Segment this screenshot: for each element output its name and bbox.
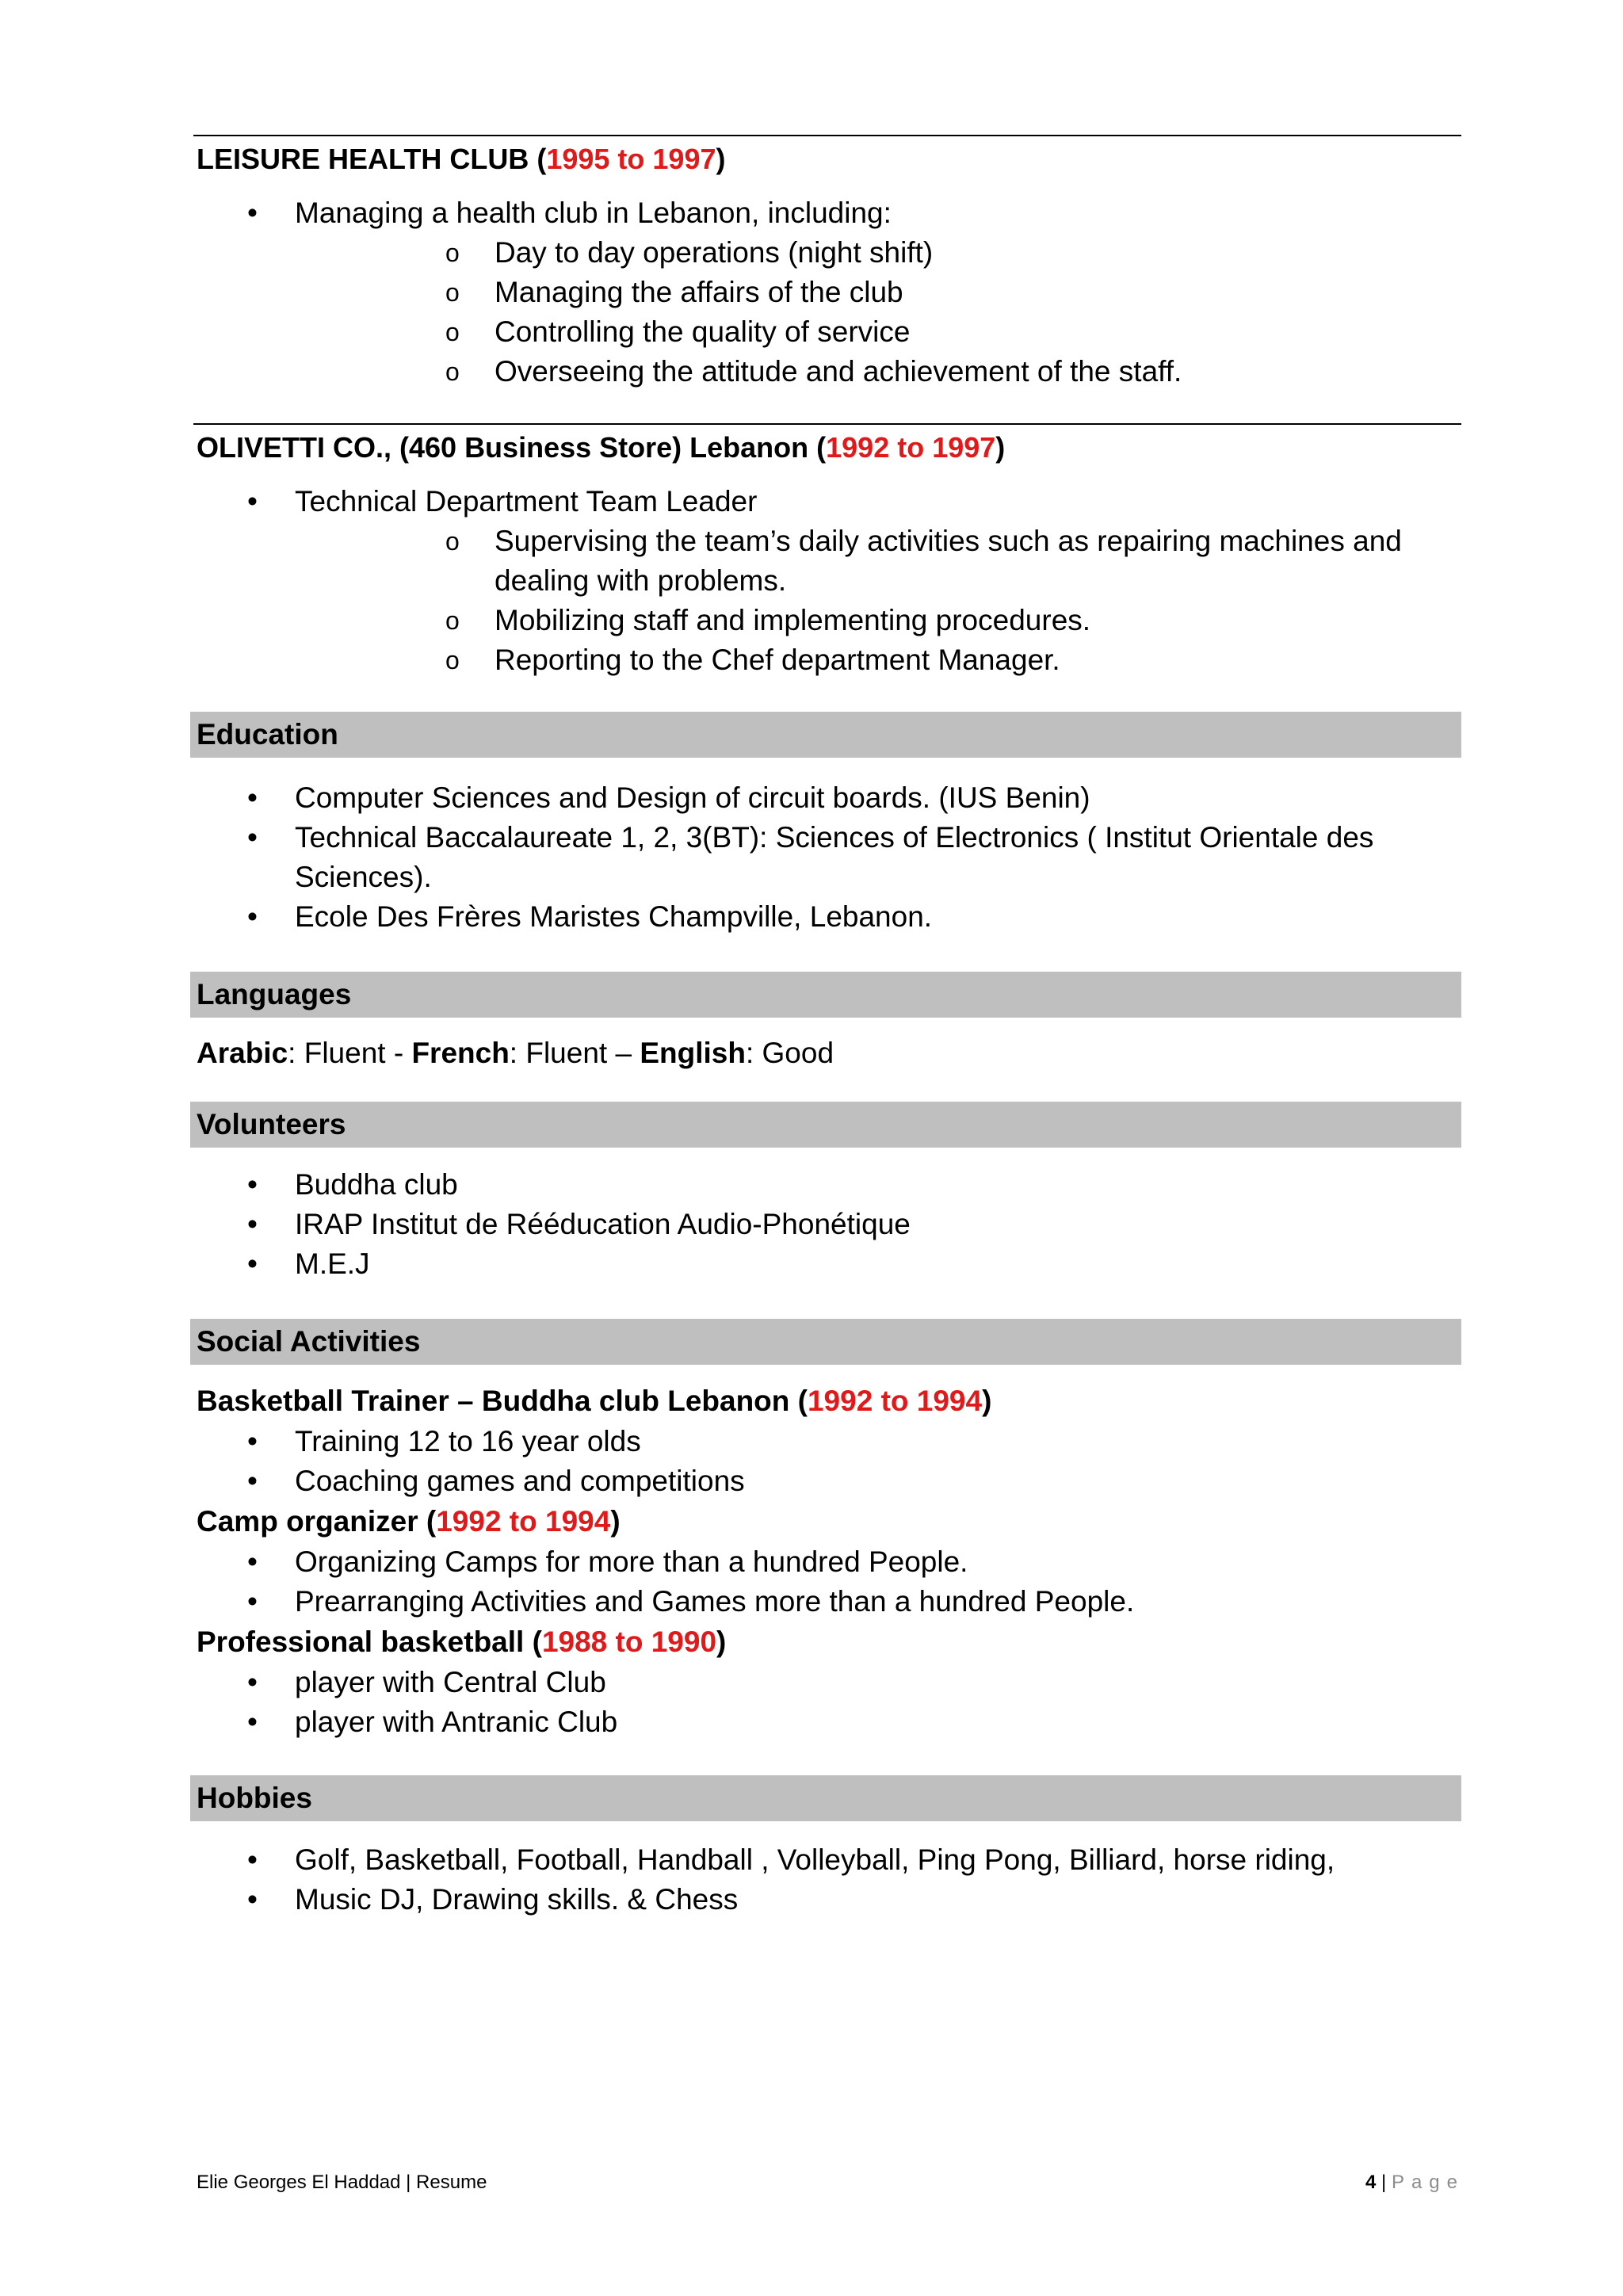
activity-list [193,1422,1461,1501]
list-item: • IRAP Institut de Rééducation Audio-Phonétique [193,1205,1461,1244]
page-indicator: 4 | Page [1365,2172,1465,2193]
sub-list-item: o Managing the affairs of the club [445,276,903,308]
job-bullets [193,482,1461,680]
list-item: • Computer Sciences and Design of circuit boards. (IUS Benin) [193,778,1461,818]
job-title: LEISURE HEALTH CLUB (1995 to 1997) [197,143,726,175]
list-item: • Technical Baccalaureate 1, 2, 3(BT): Sciences of Electronics ( Institut Orientale des Sciences). [193,818,1461,897]
sub-list [295,233,1461,392]
section-heading-hobbies: Hobbies [190,1775,1461,1821]
social-activities [193,1381,1461,1742]
activity-title: Basketball Trainer – Buddha club Lebanon (1992 to 1994) [197,1385,992,1417]
section-heading-social: Social Activities [190,1319,1461,1365]
sub-list-item: o Supervising the team’s daily activities such as repairing machines and dealing with problems. [445,525,1402,597]
job-bullets [193,193,1461,392]
list-item: • M.E.J [193,1244,1461,1284]
job-title: OLIVETTI CO., (460 Business Store) Lebanon (1992 to 1997) [197,431,1006,464]
activity-list [193,1663,1461,1742]
resume-content [193,135,1461,1920]
job-entry-leisure [193,135,1461,392]
list-item: • Ecole Des Frères Maristes Champville, Lebanon. [193,897,1461,937]
sub-list-item: o Mobilizing staff and implementing procedures. [445,604,1091,636]
section-heading-languages: Languages [190,972,1461,1018]
list-item: • player with Antranic Club [193,1702,1461,1742]
volunteers-list [193,1165,1461,1284]
sub-list-item: o Overseeing the attitude and achievement of the staff. [445,355,1182,388]
page-number: 4 [1365,2172,1377,2193]
activity-title: Camp organizer (1992 to 1994) [197,1505,621,1538]
education-list [193,778,1461,937]
job-dates: 1992 to 1997 [826,431,996,464]
job-dates: 1995 to 1997 [546,143,716,175]
section-heading-education: Education [190,712,1461,758]
sub-list-item: o Controlling the quality of service [445,315,911,348]
footer-left-text: Elie Georges El Haddad | Resume [197,2172,487,2193]
list-item: • Prearranging Activities and Games more than a hundred People. [193,1582,1461,1622]
job-entry-olivetti [193,423,1461,680]
list-item: • Technical Department Team Leader o Supervising the team’s daily activities such as repairing machines and dealing with problems. o Mobilizing staff and implementing procedures. o Reporting to the Chef department Manager. [193,482,1461,680]
list-item: • Golf, Basketball, Football, Handball , Volleyball, Ping Pong, Billiard, horse riding, [193,1840,1461,1880]
list-item: • Managing a health club in Lebanon, including: o Day to day operations (night shift) o Managing the affairs of the club o Controlling the quality of service o Overseeing the attitude and achievement of the staff. [193,193,1461,392]
sub-list-item: o Day to day operations (night shift) [445,236,934,269]
sub-list-item: o Reporting to the Chef department Manager. [445,644,1060,676]
activity-list [193,1542,1461,1622]
section-heading-volunteers: Volunteers [190,1102,1461,1148]
list-item: • Coaching games and competitions [193,1461,1461,1501]
sub-list [295,521,1461,680]
list-item: • Training 12 to 16 year olds [193,1422,1461,1461]
hobbies-list [193,1840,1461,1920]
languages-line: Arabic: Fluent - French: Fluent – English: Good [197,1037,834,1069]
page-footer [197,2172,1465,2194]
list-item: • Buddha club [193,1165,1461,1205]
list-item: • player with Central Club [193,1663,1461,1702]
activity-title: Professional basketball (1988 to 1990) [197,1626,727,1658]
page-word: Page [1391,2172,1465,2193]
list-item: • Music DJ, Drawing skills. & Chess [193,1880,1461,1920]
list-item: • Organizing Camps for more than a hundred People. [193,1542,1461,1582]
